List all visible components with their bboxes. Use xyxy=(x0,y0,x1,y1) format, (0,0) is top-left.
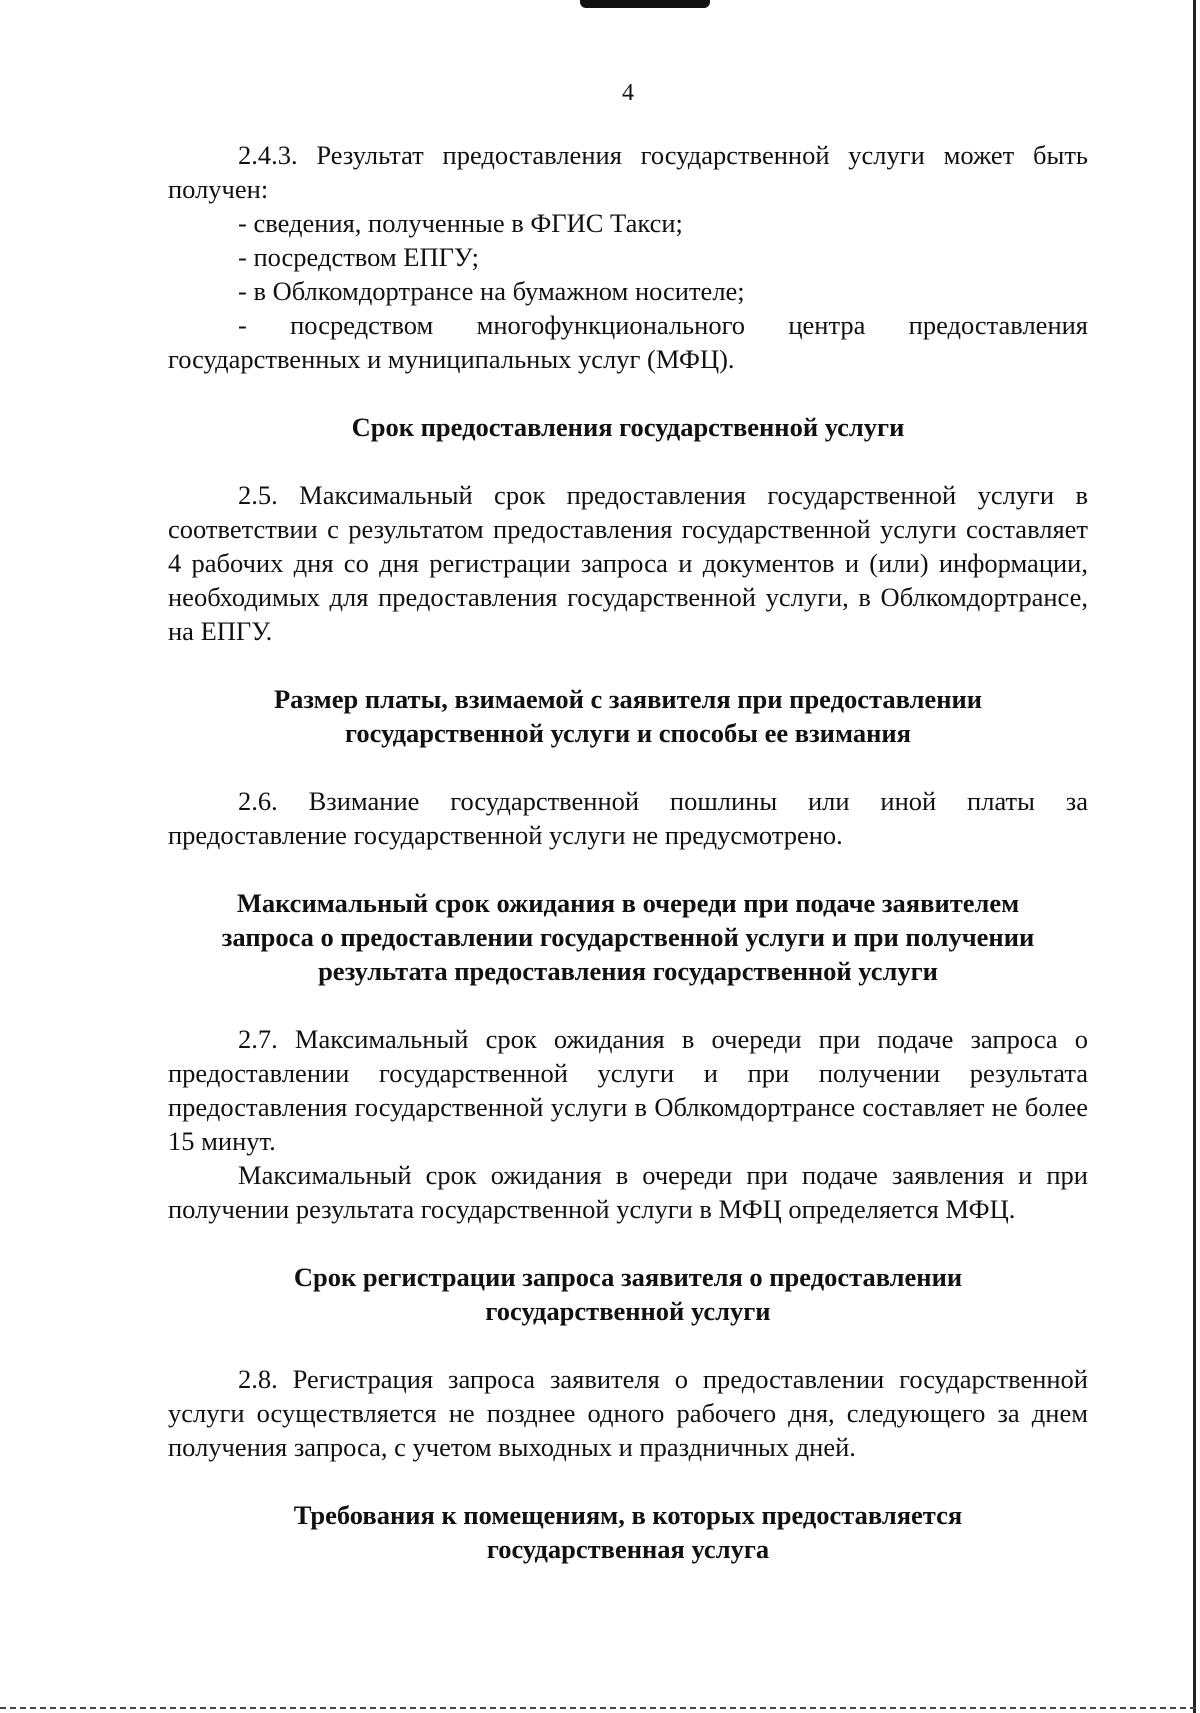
page-number: 4 xyxy=(622,80,634,106)
paragraph-2-5: 2.5. Максимальный срок предоставления государственной услуги в соответствии с результатом предоставления государственной услуги составляет 4 рабочих дня со дня регистрации запроса и документов и (или) информации, необходимых для предоставления государственной услуги, в Облкомдортрансе, на ЕПГУ. xyxy=(168,480,1088,646)
paragraph-2-8: 2.8. Регистрация запроса заявителя о предоставлении государственной услуги осуществляется не позднее одного рабочего дня, следующего за днем получения запроса, с учетом выходных и праздничных дней. xyxy=(168,1364,1088,1462)
heading-premises-line2: государственная услуга xyxy=(486,1534,770,1564)
heading-premises-line1: Требования к помещениям, в которых предоставляется xyxy=(293,1500,963,1530)
list-item: - в Облкомдортрансе на бумажном носителе; xyxy=(238,276,745,306)
heading-term: Срок предоставления государственной услуги xyxy=(351,412,905,442)
list-item: - сведения, полученные в ФГИС Такси; xyxy=(238,208,683,238)
heading-registration-line1: Срок регистрации запроса заявителя о предоставлении xyxy=(293,1262,963,1292)
paragraph-2-4-3-intro: 2.4.3. Результат предоставления государственной услуги может быть получен: xyxy=(168,140,1088,204)
heading-queue-line1: Максимальный срок ожидания в очереди при подаче заявителем xyxy=(236,888,1020,918)
heading-queue-line3: результата предоставления государственной услуги xyxy=(318,956,938,986)
list-item-last: - посредством многофункционального центра предоставления государственных и муниципальных услуг (МФЦ). xyxy=(168,310,1088,374)
list-item: - посредством ЕПГУ; xyxy=(238,242,480,272)
scan-artifact-top xyxy=(580,0,710,8)
paragraph-2-7-mfc: Максимальный срок ожидания в очереди при подаче заявления и при получении результата государственной услуги в МФЦ определяется МФЦ. xyxy=(168,1160,1088,1224)
document-body xyxy=(168,138,1088,1566)
paragraph-2-7: 2.7. Максимальный срок ожидания в очереди при подаче запроса о предоставлении государственной услуги и при получении результата предоставления государственной услуги в Облкомдортрансе составляет не более 15 минут. xyxy=(168,1024,1088,1156)
paragraph-2-6: 2.6. Взимание государственной пошлины или иной платы за предоставление государственной услуги не предусмотрено. xyxy=(168,786,1088,850)
heading-fee-line2: государственной услуги и способы ее взимания xyxy=(345,718,911,748)
heading-queue-line2: запроса о предоставлении государственной услуги и при получении xyxy=(221,922,1035,952)
heading-registration-line2: государственной услуги xyxy=(485,1296,771,1326)
scan-artifact-bottom-edge xyxy=(0,1707,1200,1709)
heading-fee-line1: Размер платы, взимаемой с заявителя при предоставлении xyxy=(273,684,983,714)
scan-artifact-right-edge xyxy=(1193,0,1196,1713)
